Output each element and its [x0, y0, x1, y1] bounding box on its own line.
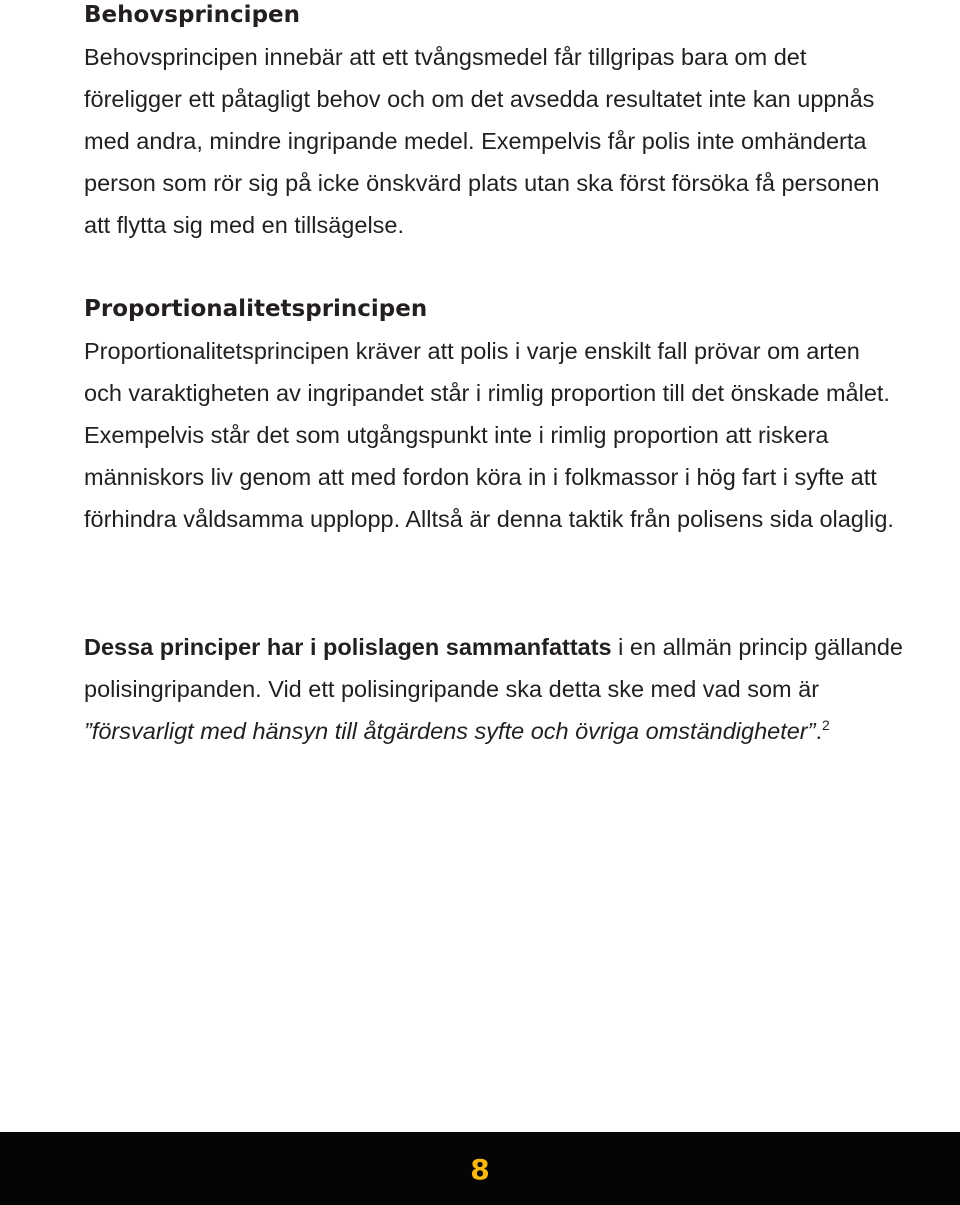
section-proportionalitetsprincipen	[84, 294, 904, 540]
section-body: Behovsprincipen innebär att ett tvångsmedel får tillgripas bara om det föreligger ett påtagligt behov och om det avsedda resultatet inte kan uppnås med andra, mindre ingripande medel. Exempelvis får polis inte omhänderta person som rör sig på icke önskvärd plats utan ska först försöka få personen att flytta sig med en tillsägelse.	[84, 44, 880, 238]
page-number: 8	[470, 1153, 490, 1186]
section-body: Proportionalitetsprincipen kräver att polis i varje enskilt fall prövar om arten och varaktigheten av ingripandet står i rimlig proportion till det önskade målet. Exempelvis står det som utgångspunkt inte i rimlig proportion att riskera människors liv genom att med fordon köra in i folkmassor i hög fart i syfte att förhindra våldsamma upplopp. Alltså är denna taktik från polisens sida olaglig.	[84, 338, 894, 532]
section-behovsprincipen	[84, 0, 904, 246]
section-heading: Proportionalitetsprincipen	[84, 296, 428, 322]
footnote-reference[interactable]: 2	[822, 717, 830, 734]
section-heading: Behovsprincipen	[84, 2, 301, 28]
summary-paragraph	[84, 626, 904, 752]
summary-end: .	[815, 718, 822, 744]
summary-quote: ”försvarligt med hänsyn till åtgärdens syfte och övriga omständigheter”	[84, 718, 816, 744]
summary-section	[84, 626, 904, 752]
page-footer	[0, 1132, 960, 1205]
summary-text: i en allmän princip gällande polisingripanden. Vid ett polisingripande ska detta ske med vad som är	[84, 634, 903, 702]
summary-bold-lead: Dessa principer har i polislagen sammanfattats	[84, 634, 612, 660]
